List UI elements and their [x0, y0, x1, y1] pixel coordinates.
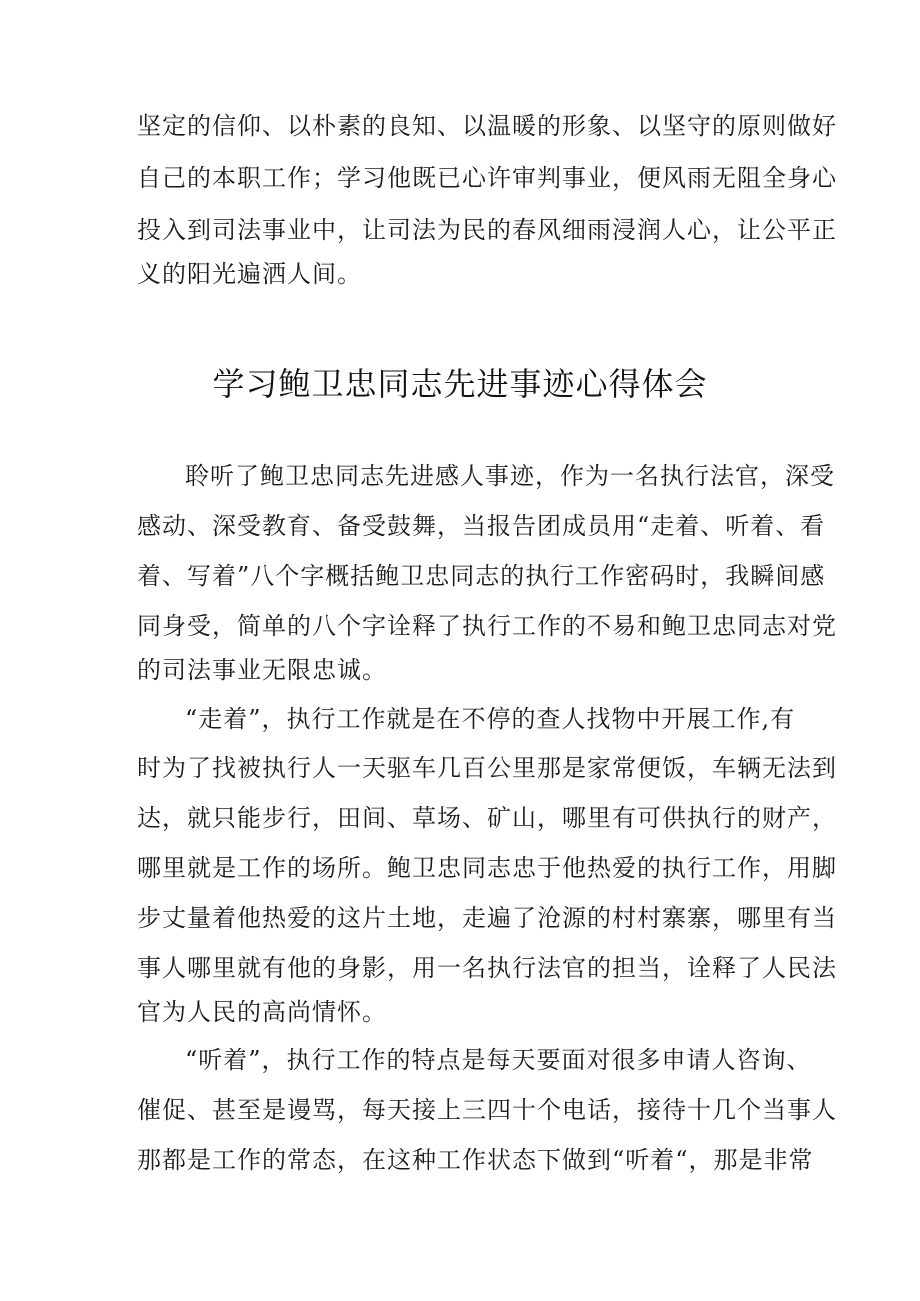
- paragraph-2-line: 达，就只能步行，田间、草场、矿山，哪里有可供执行的财产，: [137, 804, 837, 832]
- document-title: 学习鲍卫忠同志先进事迹心得体会: [212, 365, 708, 403]
- intro-line: 自己的本职工作；学习他既已心许审判事业，便风雨无阻全身心: [137, 164, 837, 192]
- paragraph-2-line: 时为了找被执行人一天驱车几百公里那是家常便饭，车辆无法到: [137, 754, 837, 782]
- paragraph-3-line: “听着”，执行工作的特点是每天要面对很多申请人咨询、: [185, 1046, 812, 1074]
- paragraph-2-line: 事人哪里就有他的身影，用一名执行法官的担当，诠释了人民法: [137, 954, 837, 982]
- intro-line: 义的阳光遍洒人间。: [137, 260, 362, 288]
- paragraph-1-line: 的司法事业无限忠诚。: [137, 656, 387, 684]
- paragraph-3-line: 催促、甚至是谩骂，每天接上三四十个电话，接待十几个当事人: [137, 1096, 837, 1124]
- paragraph-2-line: “走着”，执行工作就是在不停的查人找物中开展工作,有: [185, 705, 796, 733]
- paragraph-1-line: 聆听了鲍卫忠同志先进感人事迹，作为一名执行法官，深受: [185, 462, 835, 490]
- intro-line: 坚定的信仰、以朴素的良知、以温暖的形象、以坚守的原则做好: [137, 112, 837, 140]
- paragraph-3-line: 那都是工作的常态，在这种工作状态下做到“听着“，那是非常: [137, 1146, 814, 1174]
- paragraph-2-line: 官为人民的高尚情怀。: [137, 998, 387, 1026]
- paragraph-2-line: 步丈量着他热爱的这片土地，走遍了沧源的村村寨寨，哪里有当: [137, 904, 837, 932]
- paragraph-1-line: 着、写着”八个字概括鲍卫忠同志的执行工作密码时，我瞬间感: [137, 562, 826, 590]
- paragraph-1-line: 感动、深受教育、备受鼓舞，当报告团成员用“走着、听着、看: [137, 512, 826, 540]
- intro-line: 投入到司法事业中，让司法为民的春风细雨浸润人心，让公平正: [137, 216, 837, 244]
- paragraph-2-line: 哪里就是工作的场所。鲍卫忠同志忠于他热爱的执行工作，用脚: [137, 854, 837, 882]
- paragraph-1-line: 同身受，简单的八个字诠释了执行工作的不易和鲍卫忠同志对党: [137, 612, 837, 640]
